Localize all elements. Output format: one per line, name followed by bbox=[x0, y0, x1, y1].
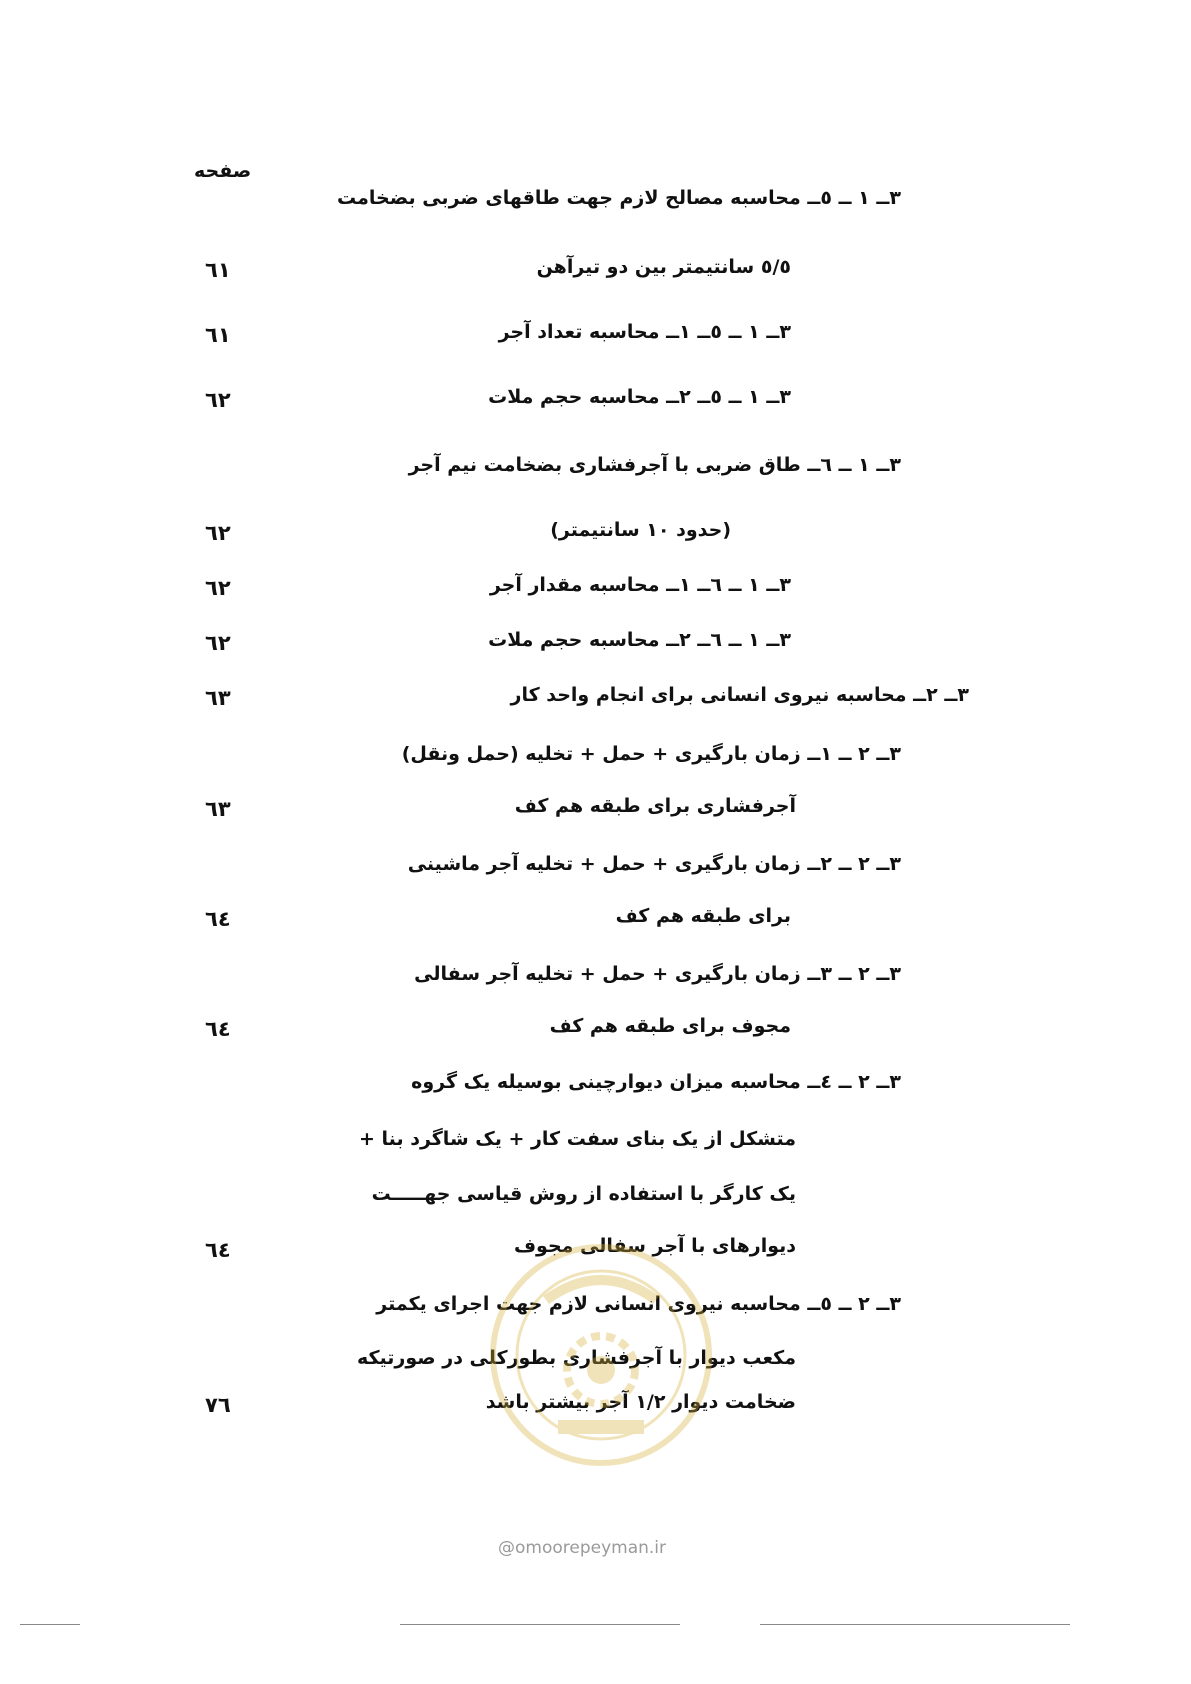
toc-entry-text: ۳ــ ۱ ــ ٦ــ ۱ــ محاسبه مقدار آجر bbox=[489, 574, 791, 596]
toc-entry-text: متشکل از یک بنای سفت کار + یک شاگرد بنا + bbox=[359, 1128, 796, 1150]
toc-entry-text: ۳ــ ۲ ــ ٥ــ محاسبه نیروی انسانی لازم جهت اجرای یکمتر bbox=[376, 1293, 901, 1315]
bottom-scan-line bbox=[400, 1624, 680, 1625]
toc-entry-page: ٦٢ bbox=[205, 388, 231, 412]
toc-entry-page: ٦٢ bbox=[205, 521, 231, 545]
toc-entry-text: ۳ــ ۱ ــ ٥ــ ۲ــ محاسبه حجم ملات bbox=[488, 386, 791, 408]
toc-entry-text: یک کارگر با استفاده از روش قیاسی جهـــــت bbox=[371, 1183, 796, 1205]
toc-entry-text: ۳ــ ۲ ــ ۱ــ زمان بارگیری + حمل + تخلیه (حمل ونقل) bbox=[401, 743, 901, 765]
bottom-scan-line bbox=[760, 1624, 1070, 1625]
page-column-header: صفحه bbox=[194, 160, 252, 182]
toc-entry-text: ۳ــ ۱ ــ ٦ــ طاق ضربی با آجرفشاری بضخامت نیم آجر bbox=[408, 454, 901, 476]
toc-entry-text: (حدود ۱۰ سانتیمتر) bbox=[550, 519, 731, 541]
toc-entry-text: دیوارهای با آجر سفالی مجوف bbox=[513, 1235, 796, 1257]
toc-entry-text: مکعب دیوار با آجرفشاری بطورکلی در صورتیکه bbox=[356, 1347, 796, 1369]
toc-entry-page: ٦٤ bbox=[205, 907, 231, 931]
watermark-site-text: @omoorepeyman.ir bbox=[498, 1538, 667, 1558]
toc-entry-text: ۳ــ ۲ــ محاسبه نیروی انسانی برای انجام واحد کار bbox=[510, 684, 969, 706]
toc-entry-page: ٧٦ bbox=[205, 1393, 231, 1417]
toc-entry-page: ٦١ bbox=[205, 258, 231, 282]
toc-entry-text: ۳ــ ۱ ــ ٥ــ محاسبه مصالح لازم جهت طاقهای ضربی بضخامت bbox=[337, 187, 901, 209]
toc-entry-page: ٦٢ bbox=[205, 631, 231, 655]
toc-entry-text: ضخامت دیوار ۱/۲ آجر بیشتر باشد bbox=[485, 1391, 796, 1413]
toc-entry-page: ٦٣ bbox=[205, 797, 231, 821]
toc-entry-page: ٦٢ bbox=[205, 576, 231, 600]
bottom-scan-line bbox=[20, 1624, 80, 1625]
toc-entry-text: ۳ــ ۱ ــ ٥ــ ۱ــ محاسبه تعداد آجر bbox=[498, 321, 791, 343]
toc-entry-text: آجرفشاری برای طبقه هم کف bbox=[514, 795, 796, 817]
toc-entry-page: ٦٤ bbox=[205, 1017, 231, 1041]
toc-entry-text: ۳ــ ۲ ــ ۲ــ زمان بارگیری + حمل + تخلیه آجر ماشینی bbox=[407, 853, 901, 875]
toc-entry-text: برای طبقه هم کف bbox=[615, 905, 791, 927]
toc-entry-page: ٦١ bbox=[205, 323, 231, 347]
omoorepeyman-seal-logo-icon bbox=[486, 1240, 716, 1470]
toc-entry-page: ٦٤ bbox=[205, 1238, 231, 1262]
toc-entry-text: ٥/٥ سانتیمتر بین دو تیرآهن bbox=[536, 256, 791, 278]
toc-entry-text: ۳ــ ۲ ــ ٤ــ محاسبه میزان دیوارچینی بوسیله یک گروه bbox=[411, 1071, 901, 1093]
toc-entry-text: ۳ــ ۱ ــ ٦ــ ۲ــ محاسبه حجم ملات bbox=[488, 629, 791, 651]
toc-entry-page: ٦٣ bbox=[205, 686, 231, 710]
toc-entry-text: مجوف برای طبقه هم کف bbox=[549, 1015, 791, 1037]
toc-entry-text: ۳ــ ۲ ــ ۳ــ زمان بارگیری + حمل + تخلیه آجر سفالی bbox=[414, 963, 901, 985]
